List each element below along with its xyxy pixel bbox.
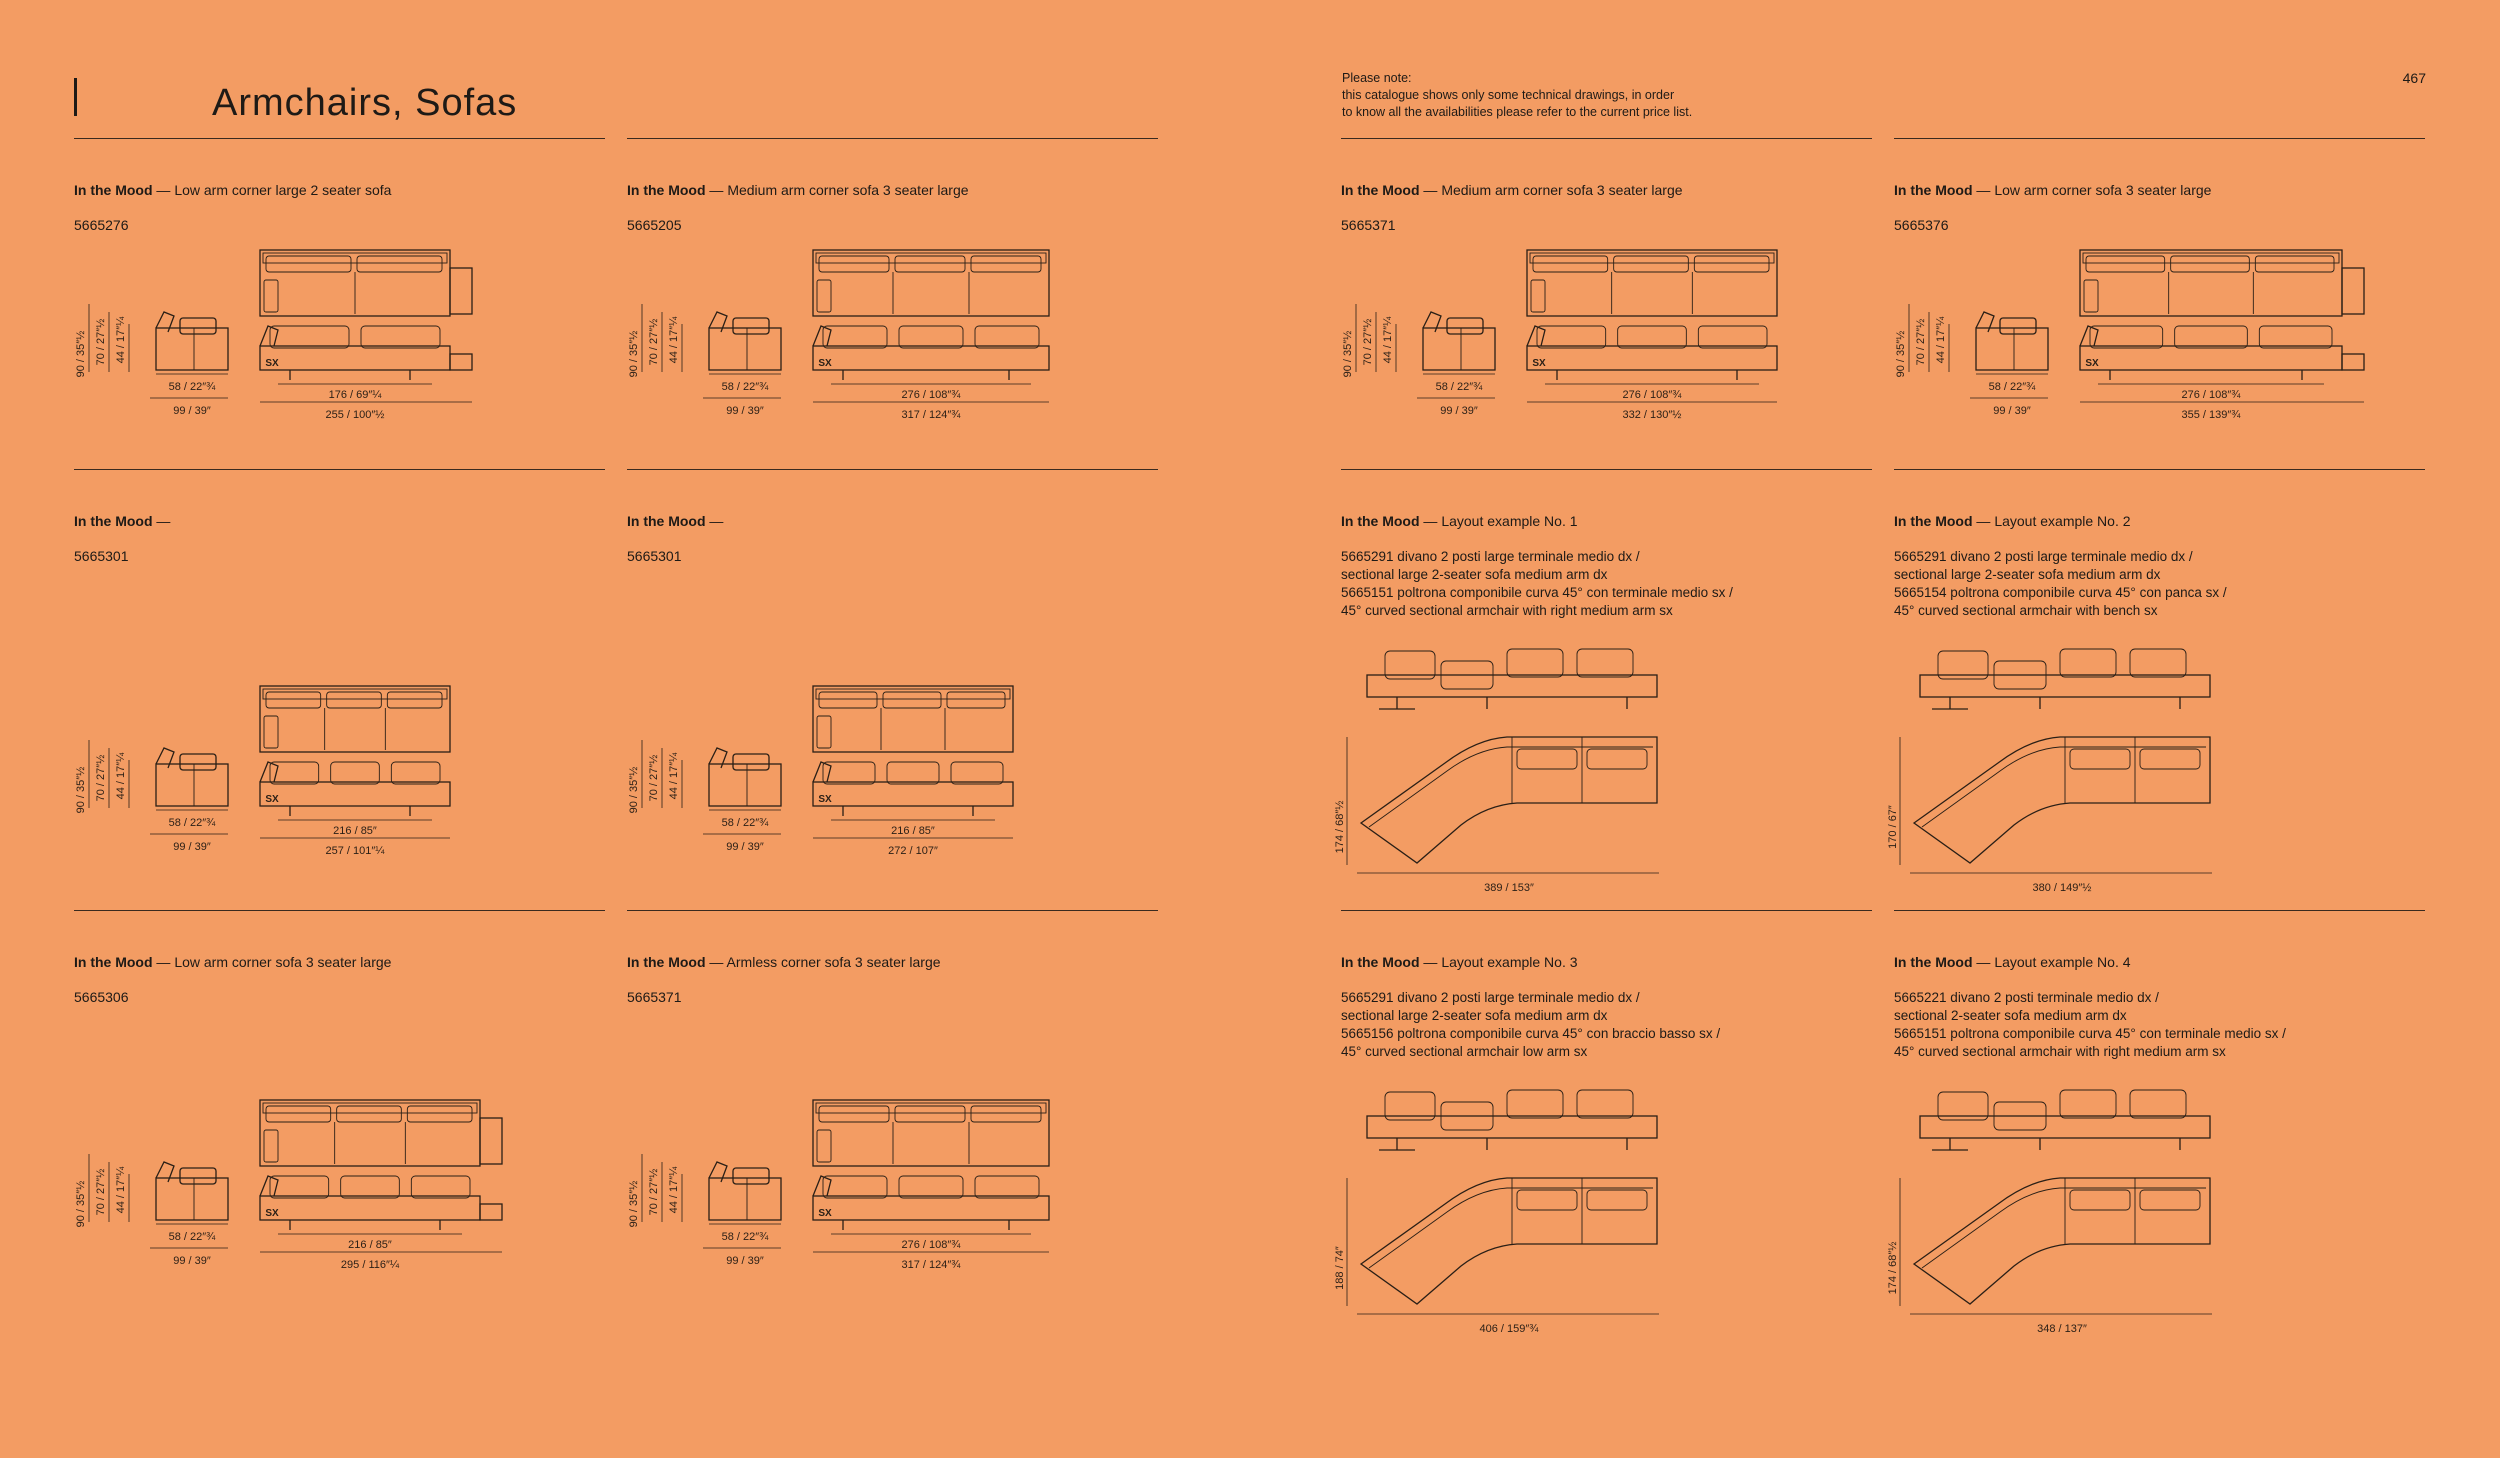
armchair-depth-label: 99 / 39″ xyxy=(726,1255,764,1267)
layout-width-label: 380 / 149″½ xyxy=(2032,882,2092,894)
height-label: 90 / 35″½ xyxy=(628,1180,640,1228)
front-cushion xyxy=(1507,1090,1563,1118)
armchair-cushion xyxy=(180,1168,216,1184)
sofa-side-block xyxy=(2342,268,2364,314)
product-drawing xyxy=(1339,242,1759,472)
sofa-front-view xyxy=(813,346,1049,370)
front-cushion xyxy=(361,326,440,348)
back-cushion xyxy=(971,1106,1041,1122)
sofa-backrest xyxy=(263,253,447,263)
product-code: 5665301 xyxy=(627,548,682,564)
armchair-depth-label: 99 / 39″ xyxy=(173,841,211,853)
layout-description-line: 5665156 poltrona componibile curva 45° con braccio basso sx / xyxy=(1341,1026,1721,1041)
brand-label: In the Mood xyxy=(74,182,153,198)
front-cushion xyxy=(975,1176,1039,1198)
front-cushion xyxy=(899,326,963,348)
front-cushion xyxy=(2090,326,2163,348)
height-label: 90 / 35″½ xyxy=(1342,330,1354,378)
layout-height-label: 188 / 74″ xyxy=(1334,1246,1346,1290)
card-title xyxy=(74,513,170,529)
sofa-total-label: 255 / 100″½ xyxy=(325,409,385,421)
sofa-front-block xyxy=(450,354,472,370)
product-drawing xyxy=(72,1092,492,1322)
height-label: 70 / 27″½ xyxy=(648,1168,660,1216)
product-drawing xyxy=(72,678,492,908)
sofa-front-back xyxy=(260,1176,278,1196)
front-cushion xyxy=(331,762,380,784)
front-cushion xyxy=(1537,326,1606,348)
card-title xyxy=(1341,182,1683,198)
product-name: — Low arm corner sofa 3 seater large xyxy=(1972,182,2212,198)
sofa-seat-label: 276 / 108″¾ xyxy=(1622,389,1682,401)
layout-description xyxy=(1894,989,2286,1061)
front-cushion xyxy=(270,1176,329,1198)
front-cushion xyxy=(823,1176,887,1198)
sofa-total-label: 272 / 107″ xyxy=(888,845,938,857)
sofa-backrest xyxy=(816,253,1046,263)
plan-cushion xyxy=(1517,1190,1577,1210)
card-title xyxy=(1341,513,1578,529)
sofa-top-view xyxy=(260,1100,480,1166)
height-label: 90 / 35″½ xyxy=(628,766,640,814)
height-label: 70 / 27″½ xyxy=(648,318,660,366)
product-code: 5665376 xyxy=(1894,217,1949,233)
layout-description-line: sectional large 2-seater sofa medium arm dx xyxy=(1894,567,2161,582)
plan-cushion xyxy=(1587,749,1647,769)
layout-description xyxy=(1341,548,1733,620)
card-title xyxy=(74,954,391,970)
product-name: — Armless corner sofa 3 seater large xyxy=(705,954,941,970)
front-cushion xyxy=(2130,649,2186,677)
back-cushion xyxy=(883,692,941,708)
sofa-top-view xyxy=(1527,250,1777,316)
product-name: — Layout example No. 2 xyxy=(1972,513,2131,529)
sofa-front-back xyxy=(813,1176,831,1196)
height-label: 70 / 27″½ xyxy=(95,1168,107,1216)
section-divider xyxy=(1341,138,1872,139)
back-cushion xyxy=(895,256,965,272)
section-divider xyxy=(1894,138,2425,139)
layout-description-line: 5665291 divano 2 posti large terminale medio dx / xyxy=(1341,549,1640,564)
product-drawing xyxy=(625,242,1045,472)
height-label: 90 / 35″½ xyxy=(75,330,87,378)
side-marker: SX xyxy=(1532,358,1546,369)
armchair-cushion xyxy=(1447,318,1483,334)
sofa-total-label: 257 / 101″¼ xyxy=(325,845,385,857)
layout-plan-view xyxy=(1914,737,2210,863)
front-cushion xyxy=(887,762,939,784)
layout-description xyxy=(1341,989,1720,1061)
back-cushion xyxy=(266,1106,331,1122)
sofa-top-view xyxy=(813,1100,1049,1166)
front-cushion xyxy=(270,326,349,348)
plan-cushion xyxy=(2140,749,2200,769)
front-cushion xyxy=(1618,326,1687,348)
height-label: 90 / 35″½ xyxy=(1895,330,1907,378)
height-label: 44 / 17″¼ xyxy=(115,316,127,364)
layout-description-line: 45° curved sectional armchair with right medium arm sx xyxy=(1341,603,1673,618)
card-title xyxy=(1894,954,2131,970)
armchair-back xyxy=(156,748,174,768)
note-line: this catalogue shows only some technical drawings, in order xyxy=(1342,88,1675,102)
armchair-back xyxy=(1423,312,1441,332)
brand-label: In the Mood xyxy=(1341,182,1420,198)
front-cushion xyxy=(2130,1090,2186,1118)
brand-label: In the Mood xyxy=(1894,513,1973,529)
front-cushion xyxy=(391,762,440,784)
back-cushion xyxy=(819,256,889,272)
layout-description-line: 5665151 poltrona componibile curva 45° con terminale medio sx / xyxy=(1894,1026,2286,1041)
plan-cushion xyxy=(1517,749,1577,769)
page-number: 467 xyxy=(2402,70,2426,86)
layout-height-label: 174 / 68″½ xyxy=(1334,800,1346,854)
armchair-width-label: 58 / 22″¾ xyxy=(1435,381,1483,393)
side-marker: SX xyxy=(818,1208,832,1219)
front-cushion xyxy=(1577,649,1633,677)
layout-drawing xyxy=(1334,631,1737,921)
product-code: 5665371 xyxy=(627,989,682,1005)
side-marker: SX xyxy=(2085,358,2099,369)
brand-label: In the Mood xyxy=(627,182,706,198)
sofa-backrest xyxy=(263,1103,477,1113)
layout-plan-view xyxy=(1361,1178,1657,1304)
back-cushion xyxy=(266,256,351,272)
layout-width-label: 406 / 159″¾ xyxy=(1479,1323,1539,1335)
sofa-seat-label: 176 / 69″¼ xyxy=(328,389,382,401)
sofa-total-label: 355 / 139″¾ xyxy=(2181,409,2241,421)
layout-description-line: sectional 2-seater sofa medium arm dx xyxy=(1894,1008,2127,1023)
layout-front-view xyxy=(1920,1116,2210,1138)
height-label: 70 / 27″½ xyxy=(1362,318,1374,366)
layout-description-line: 45° curved sectional armchair with bench sx xyxy=(1894,603,2158,618)
product-drawing xyxy=(72,242,492,472)
sofa-seat-label: 276 / 108″¾ xyxy=(901,389,961,401)
section-marker xyxy=(74,78,77,116)
card-title xyxy=(627,513,723,529)
layout-height-label: 174 / 68″½ xyxy=(1887,1241,1899,1295)
back-cushion xyxy=(2255,256,2334,272)
height-label: 70 / 27″½ xyxy=(95,754,107,802)
card-title xyxy=(74,182,391,198)
product-name: — Low arm corner large 2 seater sofa xyxy=(152,182,392,198)
sofa-front-view xyxy=(260,782,450,806)
sofa-arm xyxy=(2084,280,2098,312)
armchair-depth-label: 99 / 39″ xyxy=(1440,405,1478,417)
sofa-arm xyxy=(817,716,831,748)
sofa-backrest xyxy=(1530,253,1774,263)
height-label: 44 / 17″¼ xyxy=(1382,316,1394,364)
front-cushion xyxy=(2060,1090,2116,1118)
back-cushion xyxy=(387,692,442,708)
card-title xyxy=(1341,954,1578,970)
height-label: 90 / 35″½ xyxy=(75,766,87,814)
front-cushion xyxy=(1698,326,1767,348)
front-cushion xyxy=(2259,326,2332,348)
sofa-backrest xyxy=(2083,253,2339,263)
sofa-front-view xyxy=(260,1196,480,1220)
height-label: 90 / 35″½ xyxy=(75,1180,87,1228)
armchair-depth-label: 99 / 39″ xyxy=(173,405,211,417)
front-cushion xyxy=(2060,649,2116,677)
sofa-backrest xyxy=(816,1103,1046,1113)
back-cushion xyxy=(2086,256,2165,272)
back-cushion xyxy=(2171,256,2250,272)
card-title xyxy=(1894,182,2211,198)
layout-front-view xyxy=(1367,675,1657,697)
product-drawing xyxy=(1892,242,2312,472)
sofa-front-back xyxy=(813,762,831,782)
layout-description-line: 5665291 divano 2 posti large terminale medio dx / xyxy=(1341,990,1640,1005)
back-cushion xyxy=(819,692,877,708)
armchair-back xyxy=(709,1162,727,1182)
product-code: 5665306 xyxy=(74,989,129,1005)
height-label: 70 / 27″½ xyxy=(1915,318,1927,366)
back-cushion xyxy=(895,1106,965,1122)
armchair-back xyxy=(709,312,727,332)
sofa-front-back xyxy=(260,762,278,782)
product-name: — Low arm corner sofa 3 seater large xyxy=(152,954,392,970)
section-divider xyxy=(627,138,1158,139)
sofa-backrest xyxy=(263,689,447,699)
sofa-backrest xyxy=(816,689,1010,699)
section-divider xyxy=(74,138,605,139)
back-cushion xyxy=(947,692,1005,708)
sofa-arm xyxy=(264,716,278,748)
sofa-arm xyxy=(264,1130,278,1162)
brand-label: In the Mood xyxy=(1894,182,1973,198)
layout-width-label: 348 / 137″ xyxy=(2037,1323,2087,1335)
section-divider xyxy=(627,910,1158,911)
product-code: 5665371 xyxy=(1341,217,1396,233)
product-code: 5665301 xyxy=(74,548,129,564)
armchair-depth-label: 99 / 39″ xyxy=(173,1255,211,1267)
product-code: 5665276 xyxy=(74,217,129,233)
note-line: to know all the availabilities please refer to the current price list. xyxy=(1342,105,1693,119)
armchair-back xyxy=(156,312,174,332)
product-name: — Medium arm corner sofa 3 seater large xyxy=(705,182,969,198)
armchair-cushion xyxy=(2000,318,2036,334)
plan-cushion xyxy=(2070,749,2130,769)
back-cushion xyxy=(1694,256,1769,272)
back-cushion xyxy=(819,1106,889,1122)
product-name: — xyxy=(152,513,171,529)
sofa-front-view xyxy=(1527,346,1777,370)
plan-cushion xyxy=(2140,1190,2200,1210)
sofa-front-back xyxy=(813,326,831,346)
front-cushion xyxy=(823,326,887,348)
sofa-arm xyxy=(1531,280,1545,312)
armchair-depth-label: 99 / 39″ xyxy=(1993,405,2031,417)
section-title: Armchairs, Sofas xyxy=(212,82,518,124)
product-name: — Layout example No. 3 xyxy=(1419,954,1578,970)
section-divider xyxy=(74,910,605,911)
height-label: 90 / 35″½ xyxy=(628,330,640,378)
front-cushion xyxy=(1507,649,1563,677)
product-name: — xyxy=(705,513,724,529)
front-cushion xyxy=(341,1176,400,1198)
side-marker: SX xyxy=(265,1208,279,1219)
product-drawing xyxy=(625,1092,1045,1322)
layout-description-line: 45° curved sectional armchair low arm sx xyxy=(1341,1044,1588,1059)
sofa-top-view xyxy=(813,686,1013,752)
height-label: 44 / 17″¼ xyxy=(668,752,680,800)
sofa-seat-label: 216 / 85″ xyxy=(348,1239,392,1251)
armchair-cushion xyxy=(180,318,216,334)
sofa-side-block xyxy=(480,1118,502,1164)
back-cushion xyxy=(337,1106,402,1122)
armchair-width-label: 58 / 22″¾ xyxy=(168,1231,216,1243)
side-marker: SX xyxy=(818,794,832,805)
layout-description-line: sectional large 2-seater sofa medium arm dx xyxy=(1341,1008,1608,1023)
sofa-seat-label: 216 / 85″ xyxy=(333,825,377,837)
product-drawing xyxy=(625,678,1045,908)
layout-drawing xyxy=(1334,1072,1737,1362)
armchair-back xyxy=(1976,312,1994,332)
side-marker: SX xyxy=(818,358,832,369)
armchair-cushion xyxy=(733,754,769,770)
back-cushion xyxy=(971,256,1041,272)
armchair-depth-label: 99 / 39″ xyxy=(726,405,764,417)
plan-cushion xyxy=(2070,1190,2130,1210)
sofa-total-label: 295 / 116″¼ xyxy=(340,1259,400,1271)
card-title xyxy=(627,182,969,198)
layout-plan-view xyxy=(1914,1178,2210,1304)
layout-description-line: 5665151 poltrona componibile curva 45° con terminale medio sx / xyxy=(1341,585,1733,600)
sofa-front-view xyxy=(260,346,450,370)
height-label: 44 / 17″¼ xyxy=(115,1166,127,1214)
brand-label: In the Mood xyxy=(74,954,153,970)
brand-label: In the Mood xyxy=(627,513,706,529)
brand-label: In the Mood xyxy=(1341,513,1420,529)
armchair-back xyxy=(709,748,727,768)
front-cushion xyxy=(899,1176,963,1198)
sofa-seat-label: 276 / 108″¾ xyxy=(901,1239,961,1251)
card-title xyxy=(1894,513,2131,529)
sofa-front-back xyxy=(2080,326,2098,346)
back-cushion xyxy=(357,256,442,272)
layout-height-label: 170 / 67″ xyxy=(1887,805,1899,849)
layout-description-line: 5665221 divano 2 posti terminale medio dx / xyxy=(1894,990,2159,1005)
sofa-total-label: 317 / 124″¾ xyxy=(901,409,961,421)
note-text xyxy=(1342,70,1692,121)
side-marker: SX xyxy=(265,358,279,369)
product-name: — Layout example No. 1 xyxy=(1419,513,1578,529)
product-code: 5665205 xyxy=(627,217,682,233)
back-cushion xyxy=(407,1106,472,1122)
armchair-width-label: 58 / 22″¾ xyxy=(168,381,216,393)
sofa-total-label: 332 / 130″½ xyxy=(1622,409,1682,421)
back-cushion xyxy=(1533,256,1608,272)
armchair-cushion xyxy=(733,318,769,334)
armchair-cushion xyxy=(180,754,216,770)
height-label: 70 / 27″½ xyxy=(648,754,660,802)
layout-description-line: 45° curved sectional armchair with right medium arm sx xyxy=(1894,1044,2226,1059)
sofa-side-block xyxy=(450,268,472,314)
sofa-front-back xyxy=(260,326,278,346)
sofa-front-block xyxy=(480,1204,502,1220)
sofa-arm xyxy=(817,280,831,312)
sofa-seat-label: 216 / 85″ xyxy=(891,825,935,837)
sofa-front-view xyxy=(2080,346,2342,370)
back-cushion xyxy=(327,692,382,708)
brand-label: In the Mood xyxy=(1341,954,1420,970)
height-label: 44 / 17″¼ xyxy=(1935,316,1947,364)
armchair-width-label: 58 / 22″¾ xyxy=(721,381,769,393)
plan-cushion xyxy=(1587,1190,1647,1210)
layout-drawing xyxy=(1887,1072,2290,1362)
sofa-front-view xyxy=(813,782,1013,806)
height-label: 44 / 17″¼ xyxy=(668,1166,680,1214)
brand-label: In the Mood xyxy=(1894,954,1973,970)
height-label: 70 / 27″½ xyxy=(95,318,107,366)
card-title xyxy=(627,954,941,970)
sofa-top-view xyxy=(813,250,1049,316)
note-line: Please note: xyxy=(1342,71,1412,85)
armchair-width-label: 58 / 22″¾ xyxy=(721,817,769,829)
back-cushion xyxy=(1614,256,1689,272)
back-cushion xyxy=(266,692,321,708)
sofa-arm xyxy=(817,1130,831,1162)
product-name: — Layout example No. 4 xyxy=(1972,954,2131,970)
layout-description-line: sectional large 2-seater sofa medium arm dx xyxy=(1341,567,1608,582)
layout-drawing xyxy=(1887,631,2290,921)
armchair-depth-label: 99 / 39″ xyxy=(726,841,764,853)
sofa-seat-label: 276 / 108″¾ xyxy=(2181,389,2241,401)
sofa-front-block xyxy=(2342,354,2364,370)
sofa-top-view xyxy=(2080,250,2342,316)
armchair-width-label: 58 / 22″¾ xyxy=(168,817,216,829)
armchair-cushion xyxy=(733,1168,769,1184)
armchair-back xyxy=(156,1162,174,1182)
sofa-front-back xyxy=(1527,326,1545,346)
side-marker: SX xyxy=(265,794,279,805)
sofa-top-view xyxy=(260,686,450,752)
layout-plan-view xyxy=(1361,737,1657,863)
layout-front-view xyxy=(1367,1116,1657,1138)
height-label: 44 / 17″¼ xyxy=(115,752,127,800)
brand-label: In the Mood xyxy=(74,513,153,529)
product-name: — Medium arm corner sofa 3 seater large xyxy=(1419,182,1683,198)
sofa-total-label: 317 / 124″¾ xyxy=(901,1259,961,1271)
sofa-arm xyxy=(264,280,278,312)
layout-front-view xyxy=(1920,675,2210,697)
front-cushion xyxy=(975,326,1039,348)
brand-label: In the Mood xyxy=(627,954,706,970)
front-cushion xyxy=(951,762,1003,784)
sofa-front-view xyxy=(813,1196,1049,1220)
layout-width-label: 389 / 153″ xyxy=(1484,882,1534,894)
armchair-width-label: 58 / 22″¾ xyxy=(721,1231,769,1243)
front-cushion xyxy=(411,1176,470,1198)
layout-description-line: 5665291 divano 2 posti large terminale medio dx / xyxy=(1894,549,2193,564)
front-cushion xyxy=(2175,326,2248,348)
front-cushion xyxy=(1577,1090,1633,1118)
armchair-width-label: 58 / 22″¾ xyxy=(1988,381,2036,393)
layout-description xyxy=(1894,548,2227,620)
layout-description-line: 5665154 poltrona componibile curva 45° con panca sx / xyxy=(1894,585,2227,600)
height-label: 44 / 17″¼ xyxy=(668,316,680,364)
